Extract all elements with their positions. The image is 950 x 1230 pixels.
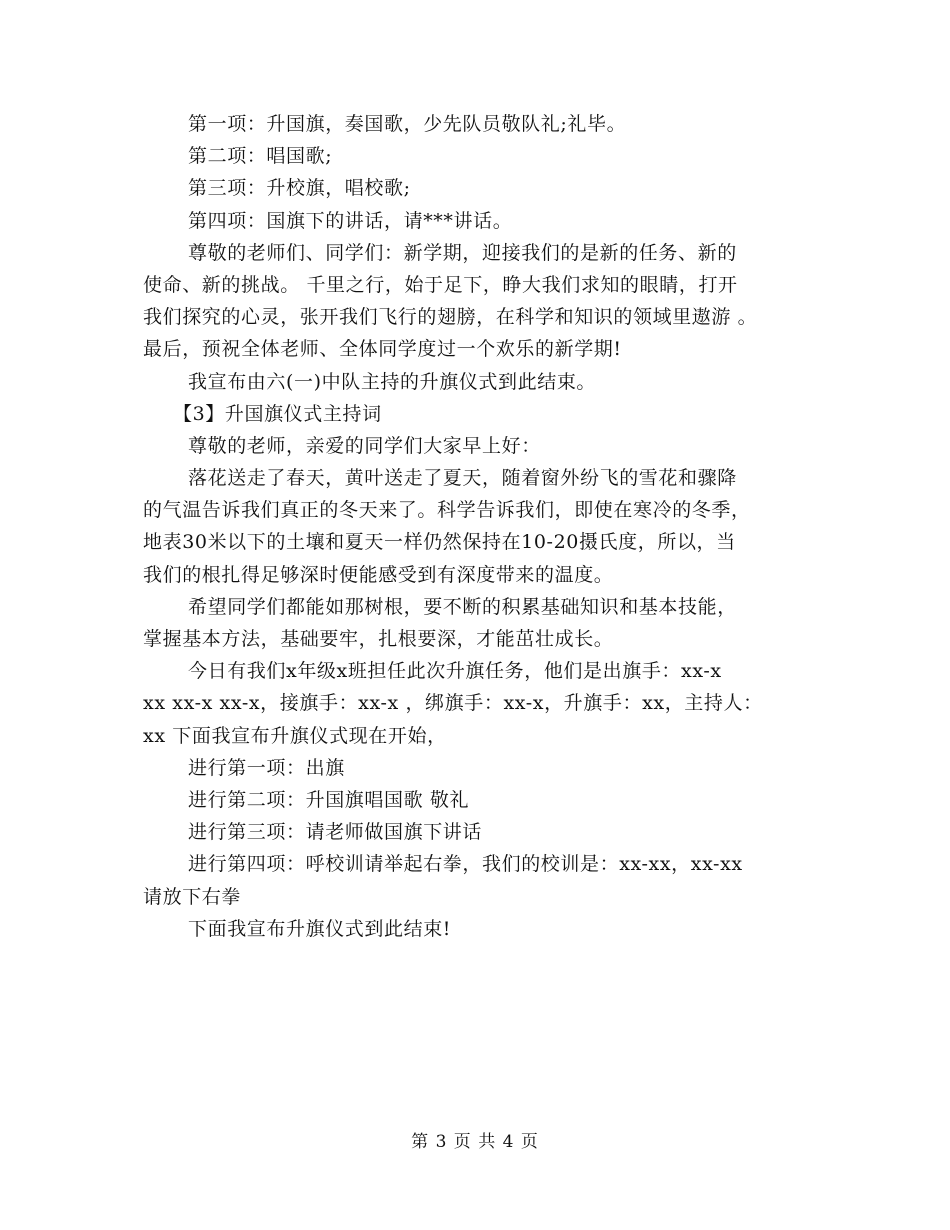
text-line: 今日有我们x年级x班担任此次升旗任务，他们是出旗手：xx-x: [188, 660, 722, 683]
text-line: 我们的根扎得足够深时便能感受到有深度带来的温度。: [143, 563, 614, 586]
page-number-footer: 第 3 页 共 4 页: [411, 1132, 539, 1152]
text-line: 使命、新的挑战。 千里之行，始于足下，睁大我们求知的眼睛，打开: [143, 273, 738, 296]
text-line: 第三项：升校旗，唱校歌;: [188, 177, 411, 200]
text-line: 进行第一项：出旗: [188, 756, 345, 779]
text-line: xx xx-x xx-x，接旗手：xx-x ，绑旗手：xx-x，升旗手：xx，主持人：: [143, 692, 763, 715]
text-line: 进行第四项：呼校训请举起右拳，我们的校训是：xx-xx，xx-xx: [188, 853, 743, 876]
text-line: 尊敬的老师们、同学们：新学期，迎接我们的是新的任务、新的: [188, 241, 737, 264]
text-line: 我宣布由六(一)中队主持的升旗仪式到此结束。: [188, 370, 597, 393]
text-line: 第四项：国旗下的讲话，请***讲话。: [188, 209, 513, 232]
text-line: 进行第二项：升国旗唱国歌 敬礼: [188, 788, 470, 811]
text-line: 进行第三项：请老师做国旗下讲话: [188, 821, 483, 844]
text-line: 最后，预祝全体老师、全体同学度过一个欢乐的新学期!: [143, 338, 622, 361]
section-heading: 【3】升国旗仪式主持词: [173, 402, 382, 425]
text-line: 落花送走了春天，黄叶送走了夏天，随着窗外纷飞的雪花和骤降: [188, 467, 737, 490]
text-line: 我们探究的心灵，张开我们飞行的翅膀，在科学和知识的领域里遨游 。: [143, 306, 758, 329]
text-line: 下面我宣布升旗仪式到此结束!: [188, 917, 452, 940]
text-line: 请放下右拳: [143, 885, 242, 908]
text-line: 地表30米以下的土壤和夏天一样仍然保持在10-20摄氏度，所以，当: [143, 531, 736, 554]
text-line: 的气温告诉我们真正的冬天来了。科学告诉我们，即使在寒冷的冬季，: [143, 499, 751, 522]
text-line: 尊敬的老师，亲爱的同学们大家早上好：: [188, 434, 541, 457]
text-line: 第一项：升国旗，奏国歌，少先队员敬队礼;礼毕。: [188, 113, 627, 135]
text-line: xx 下面我宣布升旗仪式现在开始，: [143, 724, 447, 747]
text-line: 希望同学们都能如那树根，要不断的积累基础知识和基本技能，: [188, 595, 737, 618]
text-line: 第二项：唱国歌;: [188, 145, 333, 168]
text-line: 掌握基本方法，基础要牢，扎根要深，才能茁壮成长。: [143, 628, 614, 650]
document-body: [143, 108, 808, 945]
